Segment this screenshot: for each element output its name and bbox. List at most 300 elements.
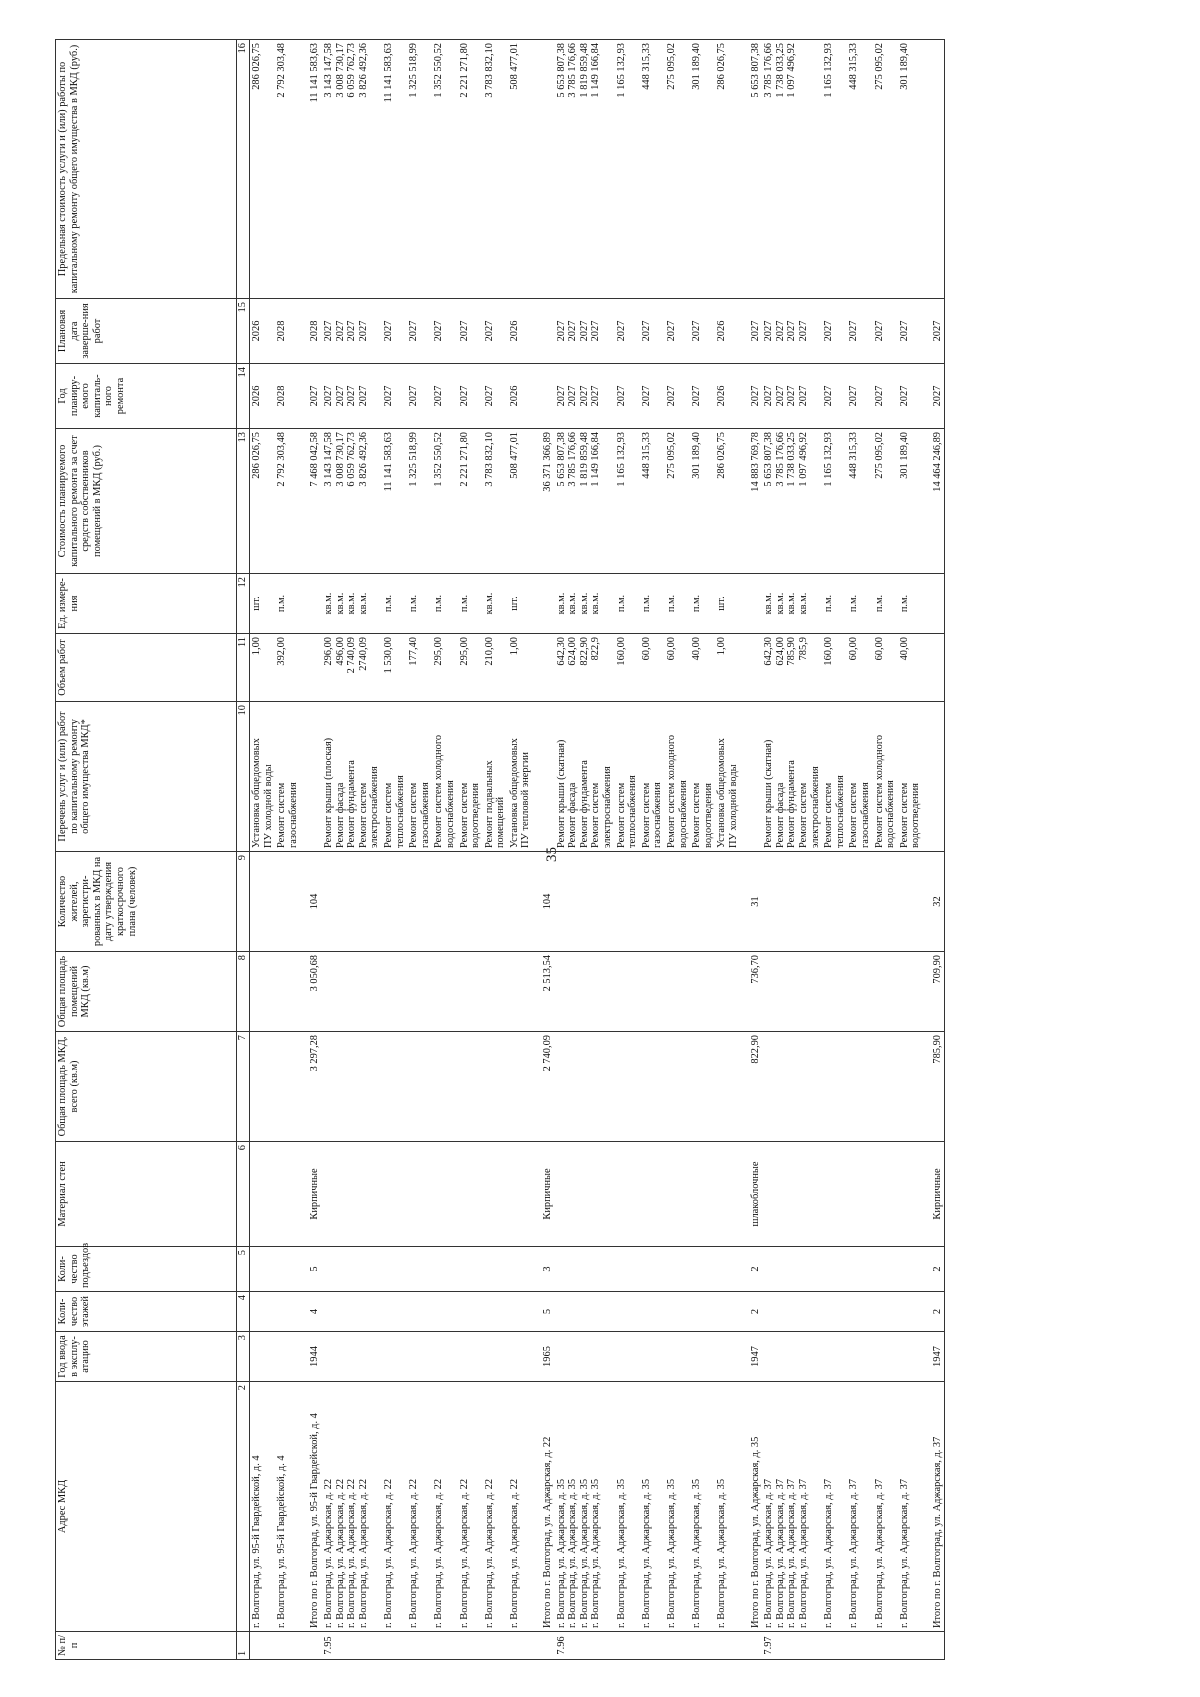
- cell-line: 3 783 832,10: [483, 43, 495, 98]
- entrances-cell: 3: [540, 1247, 555, 1292]
- cell-line: г. Волгоград, ул. Аджарская, д. 35: [590, 1478, 602, 1628]
- cell-line: 301 189,40: [898, 43, 910, 90]
- limit-cost-cell: [508, 40, 533, 299]
- unit-cell: [847, 574, 872, 634]
- entrances-cell: [483, 1247, 508, 1292]
- end-date-cell: [275, 299, 300, 364]
- cell-line: 3 785 176,66: [567, 43, 579, 98]
- premises-area-cell: [250, 952, 276, 1032]
- spacer: [533, 1247, 540, 1292]
- cost-cell: [748, 429, 763, 574]
- cell-line: 3 008 730,17: [334, 432, 346, 487]
- cost-cell: [275, 429, 300, 574]
- address-cell: [432, 1382, 457, 1632]
- cell-line: г. Волгоград, ул. Аджарская, д. 37: [774, 1478, 786, 1628]
- address-cell: [458, 1382, 483, 1632]
- cell-line: 1 165 132,93: [615, 432, 627, 487]
- cell-line: 1 149 166,84: [590, 432, 602, 487]
- work-line: газоснабжения: [419, 782, 431, 848]
- volume-cell: [382, 634, 407, 702]
- cell-line: 2027: [640, 320, 652, 342]
- cost-cell: [665, 429, 690, 574]
- entrances-cell: [822, 1247, 847, 1292]
- unit-cell: [762, 574, 822, 634]
- cell-line: г. Волгоград, ул. Аджарская, д. 35: [555, 1478, 567, 1628]
- end-date-cell: [458, 299, 483, 364]
- cell-line: 5 653 807,38: [749, 43, 761, 98]
- cell-line: 2028: [309, 320, 321, 342]
- cell-line: 160,00: [615, 637, 627, 666]
- spacer: [923, 952, 930, 1032]
- cost-cell: [307, 429, 322, 574]
- end-date-cell: [382, 299, 407, 364]
- entrances-cell: 2: [930, 1247, 945, 1292]
- cell-line: 2027: [408, 385, 420, 407]
- cell-line: 3 826 492,36: [357, 43, 369, 98]
- cell-line: 2027: [763, 320, 775, 342]
- num-cell: 7.96: [555, 1632, 615, 1660]
- work-line: Ремонт систем: [691, 782, 703, 848]
- column-header: Предельная стоимость услуги и (или) работы по капитальному ремонту общего имущества в МКД (руб.): [56, 40, 237, 299]
- floors-cell: [762, 1292, 822, 1332]
- cell-line: 286 026,75: [251, 43, 262, 90]
- column-number: 12: [237, 574, 250, 634]
- address-cell: [665, 1382, 690, 1632]
- limit-cost-cell: [275, 40, 300, 299]
- plan-year-cell: [930, 364, 945, 429]
- column-number: 3: [237, 1332, 250, 1382]
- floors-cell: 2: [930, 1292, 945, 1332]
- column-number: 13: [237, 429, 250, 574]
- work-line: водоотведения: [910, 783, 922, 848]
- wall-material-cell: Кирпичные: [307, 1142, 322, 1247]
- spacer: [533, 1292, 540, 1332]
- cell-line: 286 026,75: [716, 43, 728, 90]
- floors-cell: [898, 1292, 923, 1332]
- wall-material-cell: шлакоблочные: [748, 1142, 763, 1247]
- cell-line: 2026: [508, 320, 520, 342]
- spacer: [533, 634, 540, 702]
- cell-line: 2027: [898, 320, 910, 342]
- entrances-cell: [382, 1247, 407, 1292]
- cell-line: кв.м.: [763, 592, 775, 615]
- work-line: электроснабжения: [369, 766, 381, 848]
- num-cell: [640, 1632, 665, 1660]
- cell-line: г. Волгоград, ул. Аджарская, д. 22: [382, 1478, 394, 1628]
- cell-line: 1 325 518,99: [408, 43, 420, 98]
- volume-cell: [762, 634, 822, 702]
- cell-line: 2027: [334, 320, 346, 342]
- address-cell: [540, 1382, 555, 1632]
- entrances-cell: [615, 1247, 640, 1292]
- residents-cell: [432, 852, 457, 952]
- volume-cell: [250, 634, 276, 702]
- work-line: Ремонт фасада: [567, 782, 579, 848]
- column-header: Коли-чество подъездов: [56, 1247, 237, 1292]
- year-cell: [665, 1332, 690, 1382]
- cell-line: 275 095,02: [873, 43, 885, 90]
- year-cell: [847, 1332, 872, 1382]
- cell-line: 2027: [458, 385, 470, 407]
- year-cell: 1944: [307, 1332, 322, 1382]
- cell-line: 286 026,75: [716, 432, 728, 479]
- cell-line: п.м.: [433, 594, 445, 613]
- volume-cell: [483, 634, 508, 702]
- work-line: Ремонт фундамента: [346, 760, 358, 848]
- cell-line: 2027: [823, 320, 835, 342]
- premises-area-cell: [508, 952, 533, 1032]
- cell-line: 296,00: [322, 637, 334, 666]
- address-cell: [822, 1382, 847, 1632]
- num-cell: [540, 1632, 555, 1660]
- wall-material-cell: [822, 1142, 847, 1247]
- unit-cell: [250, 574, 276, 634]
- spacer: [923, 1632, 930, 1660]
- cell-line: 392,00: [276, 637, 288, 666]
- num-cell: [250, 1632, 276, 1660]
- table-row: [407, 40, 432, 1660]
- table-row: [715, 40, 740, 1660]
- wall-material-cell: [382, 1142, 407, 1247]
- cell-line: г. Волгоград, ул. Аджарская, д. 37: [763, 1478, 775, 1628]
- volume-cell: [847, 634, 872, 702]
- end-date-cell: [307, 299, 322, 364]
- cell-line: 2027: [797, 320, 809, 342]
- address-cell: [508, 1382, 533, 1632]
- cell-line: г. Волгоград, ул. Аджарская, д. 35: [578, 1478, 590, 1628]
- address-cell: [762, 1382, 822, 1632]
- table-row: [822, 40, 847, 1660]
- volume-cell: [898, 634, 923, 702]
- works-cell: [873, 702, 898, 852]
- table-row: [640, 40, 665, 1660]
- unit-cell: [307, 574, 322, 634]
- premises-area-cell: [690, 952, 715, 1032]
- num-cell: [748, 1632, 763, 1660]
- cell-line: 785,9: [797, 637, 809, 661]
- cell-line: 60,00: [873, 637, 885, 661]
- unit-cell: [322, 574, 382, 634]
- residents-cell: [275, 852, 300, 952]
- cell-line: п.м.: [691, 594, 703, 613]
- address-cell: [483, 1382, 508, 1632]
- limit-cost-cell: [930, 40, 945, 299]
- cell-line: 40,00: [691, 637, 703, 661]
- work-line: Ремонт фасада: [774, 782, 786, 848]
- cell-line: 448 315,33: [640, 432, 652, 479]
- spacer: [300, 1332, 307, 1382]
- spacer: [533, 852, 540, 952]
- premises-area-cell: [665, 952, 690, 1032]
- works-cell: [555, 702, 615, 852]
- cell-line: шт.: [251, 596, 262, 611]
- total-area-cell: [483, 1032, 508, 1142]
- address-cell: [930, 1382, 945, 1632]
- work-line: Ремонт систем: [382, 782, 394, 848]
- volume-cell: [407, 634, 432, 702]
- spacer: [923, 429, 930, 574]
- volume-cell: [508, 634, 533, 702]
- table-row: [873, 40, 898, 1660]
- unit-cell: [748, 574, 763, 634]
- floors-cell: [690, 1292, 715, 1332]
- work-line: водоснабжения: [677, 780, 689, 848]
- address-cell: [615, 1382, 640, 1632]
- works-cell: [748, 702, 763, 852]
- cell-line: г. Волгоград, ул. Аджарская, д. 37: [873, 1478, 885, 1628]
- address-cell: [873, 1382, 898, 1632]
- end-date-cell: [748, 299, 763, 364]
- year-cell: [275, 1332, 300, 1382]
- premises-area-cell: [715, 952, 740, 1032]
- unit-cell: [715, 574, 740, 634]
- column-number: 7: [237, 1032, 250, 1142]
- spacer: [923, 702, 930, 852]
- cell-line: 2027: [567, 385, 579, 407]
- table-row: [382, 40, 407, 1660]
- limit-cost-cell: [307, 40, 322, 299]
- floors-cell: [407, 1292, 432, 1332]
- cell-line: г. Волгоград, ул. Аджарская, д. 35: [666, 1478, 677, 1628]
- unit-cell: [458, 574, 483, 634]
- unit-cell: [432, 574, 457, 634]
- work-line: Ремонт систем: [797, 782, 809, 848]
- cell-line: 822,90: [578, 637, 590, 666]
- table-header: [56, 40, 250, 1660]
- limit-cost-cell: [690, 40, 715, 299]
- work-line: Ремонт систем: [357, 782, 369, 848]
- cell-line: 2027: [357, 385, 369, 407]
- total-area-cell: [250, 1032, 276, 1142]
- total-area-cell: [690, 1032, 715, 1142]
- total-row: [307, 40, 322, 1660]
- spacer: [300, 702, 307, 852]
- cell-line: 2027: [590, 320, 602, 342]
- column-header: Материал стен: [56, 1142, 237, 1247]
- cell-line: 275 095,02: [666, 432, 677, 479]
- cost-cell: [432, 429, 457, 574]
- cell-line: 3 783 832,10: [483, 432, 495, 487]
- work-line: Ремонт систем: [276, 782, 288, 848]
- cell-line: 2 792 303,48: [276, 43, 288, 98]
- total-area-cell: [322, 1032, 382, 1142]
- cell-line: 295,00: [433, 637, 445, 666]
- cell-line: 2027: [873, 385, 885, 407]
- wall-material-cell: [250, 1142, 276, 1247]
- cost-cell: [458, 429, 483, 574]
- entrances-cell: [762, 1247, 822, 1292]
- total-area-cell: [432, 1032, 457, 1142]
- end-date-cell: [555, 299, 615, 364]
- cell-line: 301 189,40: [691, 43, 703, 90]
- cell-line: 2027: [433, 385, 445, 407]
- cell-line: 14 464 246,89: [931, 432, 943, 492]
- cell-line: кв.м.: [334, 592, 346, 615]
- cell-line: 2 221 271,80: [458, 43, 470, 98]
- spacer: [533, 1032, 540, 1142]
- floors-cell: [483, 1292, 508, 1332]
- cell-line: 160,00: [823, 637, 835, 666]
- cell-line: 11 141 583,63: [382, 432, 394, 492]
- cell-line: Итого по г. Волгоград, ул. Аджарская, д. 37: [931, 1436, 943, 1628]
- table-row: [250, 40, 276, 1660]
- num-cell: [307, 1632, 322, 1660]
- cell-line: 3 785 176,66: [774, 432, 786, 487]
- cell-line: 2027: [691, 385, 703, 407]
- cell-line: 2027: [555, 385, 567, 407]
- premises-area-cell: [640, 952, 665, 1032]
- cell-line: г. Волгоград, ул. Аджарская, д. 22: [357, 1478, 369, 1628]
- column-header: Ед. измере-ния: [56, 574, 237, 634]
- spacer: [923, 1142, 930, 1247]
- column-number: 6: [237, 1142, 250, 1247]
- spacer: [533, 1332, 540, 1382]
- wall-material-cell: [873, 1142, 898, 1247]
- limit-cost-cell: [322, 40, 382, 299]
- address-cell: [690, 1382, 715, 1632]
- limit-cost-cell: [555, 40, 615, 299]
- cell-line: Итого по г. Волгоград, ул. 95-й Гвардейской, д. 4: [309, 1413, 321, 1628]
- cell-line: Итого по г. Волгоград, ул. Аджарская, д. 22: [542, 1436, 554, 1628]
- limit-cost-cell: [540, 40, 555, 299]
- wall-material-cell: [407, 1142, 432, 1247]
- works-cell: [615, 702, 640, 852]
- unit-cell: [930, 574, 945, 634]
- num-cell: [483, 1632, 508, 1660]
- cell-line: 1 352 550,52: [433, 432, 445, 487]
- wall-material-cell: [665, 1142, 690, 1247]
- floors-cell: [508, 1292, 533, 1332]
- works-cell: [382, 702, 407, 852]
- volume-cell: [665, 634, 690, 702]
- entrances-cell: [458, 1247, 483, 1292]
- cell-line: 2027: [382, 320, 394, 342]
- work-line: водоотведения: [702, 783, 714, 848]
- residents-cell: [898, 852, 923, 952]
- plan-year-cell: [715, 364, 740, 429]
- column-header: Адрес МКД: [56, 1382, 237, 1632]
- residents-cell: [555, 852, 615, 952]
- cell-line: 2027: [615, 320, 627, 342]
- works-cell: [665, 702, 690, 852]
- cost-cell: [407, 429, 432, 574]
- year-cell: [640, 1332, 665, 1382]
- premises-area-cell: [873, 952, 898, 1032]
- cell-line: 624,00: [567, 637, 579, 666]
- year-cell: [615, 1332, 640, 1382]
- year-cell: [822, 1332, 847, 1382]
- work-line: Ремонт систем: [823, 782, 835, 848]
- cell-line: п.м.: [666, 594, 677, 613]
- spacer: [923, 574, 930, 634]
- address-cell: [898, 1382, 923, 1632]
- cell-line: 2027: [346, 385, 358, 407]
- cell-line: 11 141 583,63: [309, 43, 321, 103]
- end-date-cell: [432, 299, 457, 364]
- plan-year-cell: [275, 364, 300, 429]
- spacer: [300, 40, 307, 299]
- cell-line: 6 059 762,73: [346, 43, 358, 98]
- unit-cell: [407, 574, 432, 634]
- unit-cell: [540, 574, 555, 634]
- work-line: газоснабжения: [652, 782, 664, 848]
- cell-line: 2026: [251, 385, 262, 407]
- year-cell: [898, 1332, 923, 1382]
- cell-line: 3 785 176,66: [763, 43, 775, 98]
- cost-cell: [250, 429, 276, 574]
- entrances-cell: [898, 1247, 923, 1292]
- year-cell: [458, 1332, 483, 1382]
- plan-year-cell: [508, 364, 533, 429]
- total-row: [748, 40, 763, 1660]
- cell-line: п.м.: [823, 594, 835, 613]
- cell-line: 177,40: [408, 637, 420, 666]
- entrances-cell: [275, 1247, 300, 1292]
- cell-line: 624,00: [774, 637, 786, 666]
- cell-line: г. Волгоград, ул. 95-й Гвардейской, д. 4: [276, 1455, 288, 1628]
- limit-cost-cell: [748, 40, 763, 299]
- residents-cell: [715, 852, 740, 952]
- num-cell: [382, 1632, 407, 1660]
- entrances-cell: [665, 1247, 690, 1292]
- premises-area-cell: [275, 952, 300, 1032]
- cost-cell: [873, 429, 898, 574]
- cell-line: 642,30: [763, 637, 775, 666]
- premises-area-cell: [322, 952, 382, 1032]
- residents-cell: [615, 852, 640, 952]
- num-cell: [690, 1632, 715, 1660]
- unit-cell: [822, 574, 847, 634]
- cost-cell: [898, 429, 923, 574]
- address-cell: [307, 1382, 322, 1632]
- cell-line: 1 819 859,48: [578, 43, 590, 98]
- cell-line: 2027: [357, 320, 369, 342]
- num-cell: [508, 1632, 533, 1660]
- cell-line: 1 352 550,52: [433, 43, 445, 98]
- floors-cell: [555, 1292, 615, 1332]
- volume-cell: [822, 634, 847, 702]
- works-cell: [715, 702, 740, 852]
- spacer: [923, 1032, 930, 1142]
- floors-cell: [322, 1292, 382, 1332]
- work-line: Ремонт систем: [615, 782, 627, 848]
- column-header: Общая площадь помещений МКД (кв.м): [56, 952, 237, 1032]
- cell-line: 2027: [483, 385, 495, 407]
- spacer: [533, 1142, 540, 1247]
- work-line: газоснабжения: [859, 782, 871, 848]
- num-cell: 7.95: [322, 1632, 382, 1660]
- table-row: [555, 40, 615, 1660]
- work-line: ПУ тепловой энергии: [520, 752, 532, 848]
- floors-cell: [382, 1292, 407, 1332]
- table-row: [665, 40, 690, 1660]
- year-cell: 1947: [930, 1332, 945, 1382]
- plan-year-cell: [898, 364, 923, 429]
- premises-area-cell: 709,90: [930, 952, 945, 1032]
- spacer: [923, 852, 930, 952]
- cell-line: 2027: [433, 320, 445, 342]
- cell-line: 2027: [774, 320, 786, 342]
- spacer: [533, 364, 540, 429]
- table-row: [615, 40, 640, 1660]
- cost-cell: [690, 429, 715, 574]
- plan-year-cell: [748, 364, 763, 429]
- premises-area-cell: [483, 952, 508, 1032]
- column-header: Плановая дата заверше-ния работ: [56, 299, 237, 364]
- cell-line: г. Волгоград, ул. Аджарская, д. 35: [615, 1478, 627, 1628]
- cost-cell: [483, 429, 508, 574]
- cell-line: 275 095,02: [873, 432, 885, 479]
